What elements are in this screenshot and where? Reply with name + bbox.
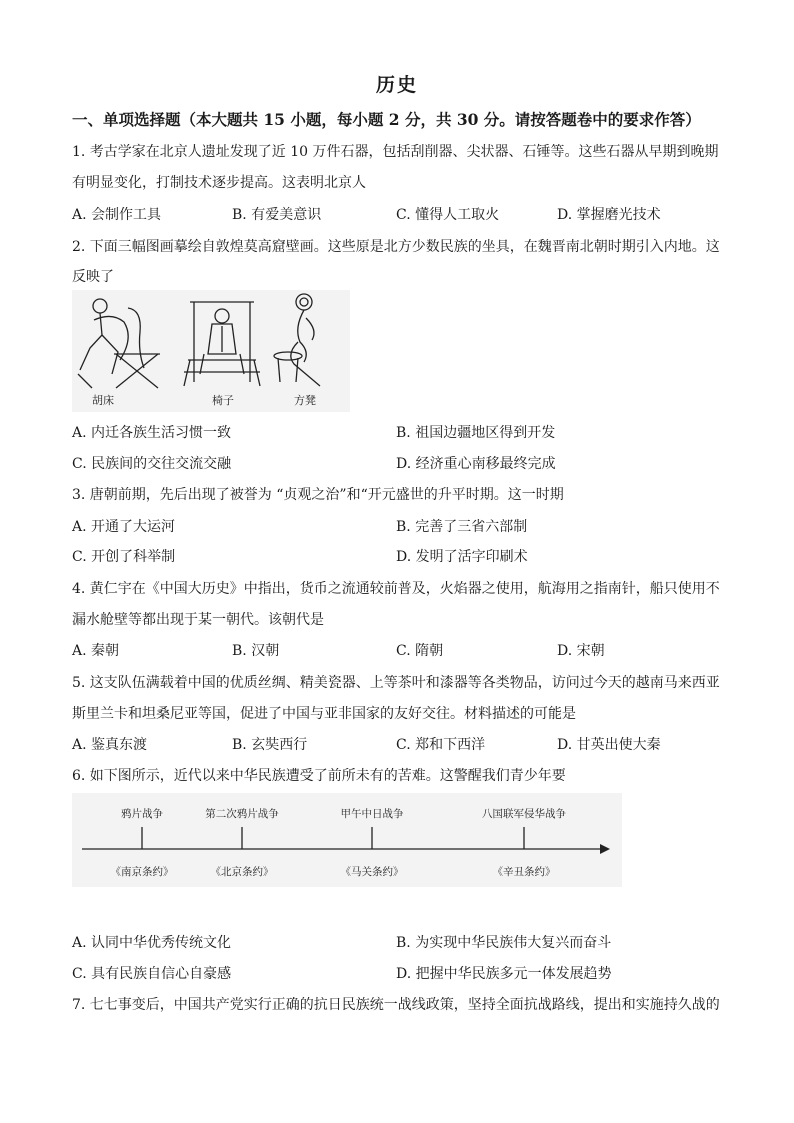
timeline-treaty-2: 《北京条约》	[210, 866, 274, 878]
timeline-event-4: 八国联军侵华战争	[482, 808, 566, 820]
q6-option-b[interactable]: B. 为实现中华民族伟大复兴而奋斗	[396, 935, 612, 951]
figure-label-chair: 椅子	[212, 394, 234, 407]
q1-option-c[interactable]: C. 懂得人工取火	[396, 207, 500, 223]
timeline-event-3: 甲午中日战争	[340, 808, 404, 820]
q5-stem-line-1: 5. 这支队伍满载着中国的优质丝绸、精美瓷器、上等茶叶和漆器等各类物品，访问过今天的越南马来西亚	[72, 675, 720, 691]
q1-stem-line-2: 有明显变化，打制技术逐步提高。这表明北京人	[72, 175, 366, 191]
q3-stem-line-1: 3. 唐朝前期，先后出现了被誉为 “贞观之治”和“开元盛世的升平时期。这一时期	[72, 487, 564, 503]
chair-drawing	[184, 302, 260, 386]
q1-option-d[interactable]: D. 掌握磨光技术	[557, 207, 661, 223]
figure-label-stool: 方凳	[294, 394, 316, 407]
timeline-treaty-3: 《马关条约》	[340, 866, 404, 878]
q2-option-a[interactable]: A. 内迁各族生活习惯一致	[72, 425, 232, 441]
page-title: 历史	[375, 74, 418, 96]
q3-option-c[interactable]: C. 开创了科举制	[72, 549, 176, 565]
q1-option-a[interactable]: A. 会制作工具	[72, 207, 162, 223]
timeline-treaty-4: 《辛丑条约》	[492, 866, 556, 878]
q6-stem-line-1: 6. 如下图所示，近代以来中华民族遭受了前所未有的苦难。这警醒我们青少年要	[72, 768, 566, 784]
q2-option-b[interactable]: B. 祖国边疆地区得到开发	[396, 425, 556, 441]
timeline-svg	[72, 793, 622, 887]
q5-option-b[interactable]: B. 玄奘西行	[232, 737, 308, 753]
q5-option-d[interactable]: D. 甘英出使大秦	[557, 737, 661, 753]
q6-option-a[interactable]: A. 认同中华优秀传统文化	[72, 935, 232, 951]
q1-stem-line-1: 1. 考古学家在北京人遗址发现了近 10 万件石器，包括刮削器、尖状器、石锤等。这些石器从早期到晚期	[72, 144, 719, 160]
q2-stem-line-2: 反映了	[72, 269, 114, 285]
q4-stem-line-2: 漏水舱壁等都出现于某一朝代。该朝代是	[72, 612, 324, 628]
q3-option-d[interactable]: D. 发明了活字印刷术	[396, 549, 528, 565]
timeline-figure	[72, 793, 622, 887]
mural-figure	[72, 290, 350, 412]
q3-option-b[interactable]: B. 完善了三省六部制	[396, 519, 528, 535]
q5-stem-line-2: 斯里兰卡和坦桑尼亚等国，促进了中国与亚非国家的友好交往。材料描述的可能是	[72, 706, 576, 722]
q2-stem-line-1: 2. 下面三幅图画摹绘自敦煌莫高窟壁画。这些原是北方少数民族的坐具，在魏晋南北朝时期引入内地。这	[72, 239, 720, 255]
q4-option-b[interactable]: B. 汉朝	[232, 643, 280, 659]
section-heading: 一、单项选择题（本大题共 15 小题，每小题 2 分，共 30 分。请按答题卷中的要求作答）	[72, 110, 701, 129]
q6-option-c[interactable]: C. 具有民族自信心自豪感	[72, 966, 232, 982]
timeline-arrowhead	[600, 844, 610, 854]
q7-stem-line-1: 7. 七七事变后，中国共产党实行正确的抗日民族统一战线政策，坚持全面抗战路线，提出和实施持久战的	[72, 997, 720, 1013]
stool-drawing	[274, 294, 320, 386]
timeline-treaty-1: 《南京条约》	[110, 866, 174, 878]
q4-option-a[interactable]: A. 秦朝	[72, 643, 120, 659]
q5-option-a[interactable]: A. 鉴真东渡	[72, 737, 148, 753]
q5-option-c[interactable]: C. 郑和下西洋	[396, 737, 486, 753]
q6-option-d[interactable]: D. 把握中华民族多元一体发展趋势	[396, 966, 612, 982]
q3-option-a[interactable]: A. 开通了大运河	[72, 519, 176, 535]
q2-option-d[interactable]: D. 经济重心南移最终完成	[396, 456, 556, 472]
q4-option-c[interactable]: C. 隋朝	[396, 643, 444, 659]
q4-stem-line-1: 4. 黄仁宇在《中国大历史》中指出，货币之流通较前普及，火焰器之使用，航海用之指南针，船只使用不	[72, 581, 720, 597]
huchuang-drawing	[78, 299, 160, 388]
timeline-event-1: 鸦片战争	[121, 808, 163, 820]
q4-option-d[interactable]: D. 宋朝	[557, 643, 605, 659]
timeline-ticks	[142, 827, 524, 849]
timeline-event-2: 第二次鸦片战争	[205, 808, 279, 820]
q2-option-c[interactable]: C. 民族间的交往交流交融	[72, 456, 232, 472]
figure-label-huchuang: 胡床	[92, 394, 114, 407]
q1-option-b[interactable]: B. 有爱美意识	[232, 207, 322, 223]
